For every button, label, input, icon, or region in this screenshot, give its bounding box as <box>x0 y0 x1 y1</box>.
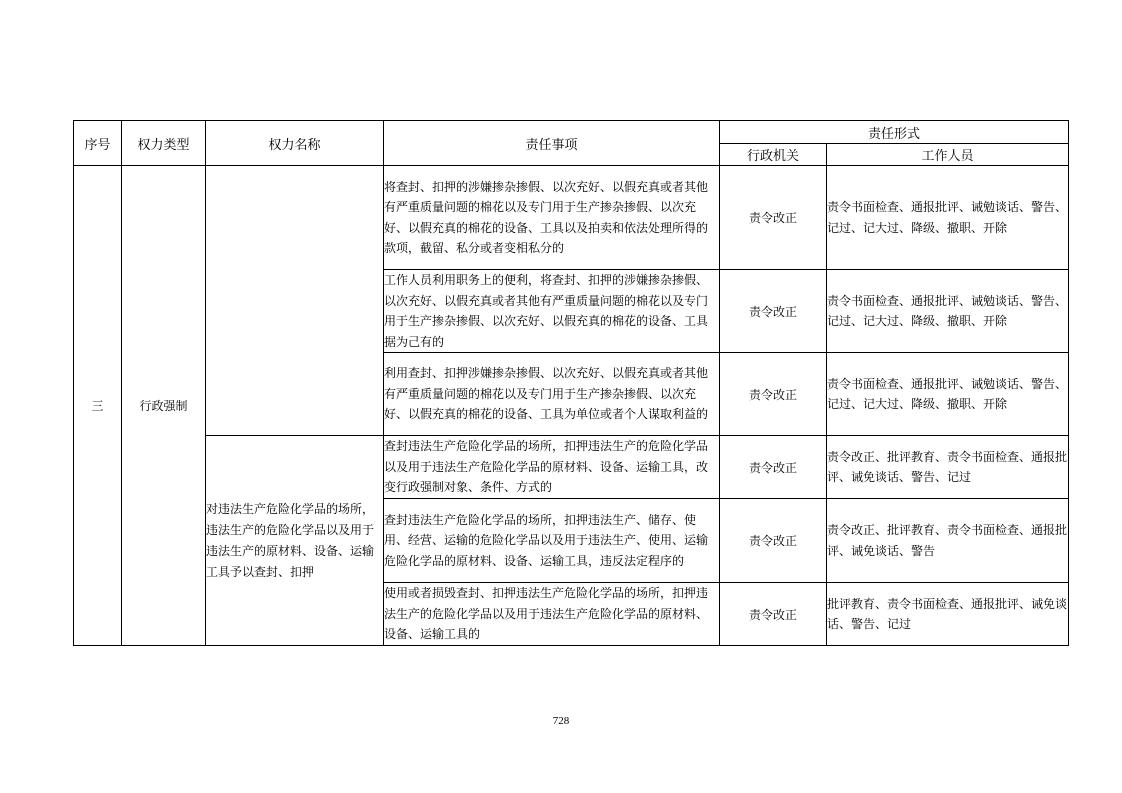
agency-cell: 责令改正 <box>720 166 827 270</box>
staff-cell: 责令改正、批评教育、责令书面检查、通报批评、诫免谈话、警告、记过 <box>827 436 1069 499</box>
header-form: 责任形式 <box>720 121 1069 144</box>
power-type-cell: 行政强制 <box>122 166 206 646</box>
staff-cell: 责令书面检查、通报批评、诫勉谈话、警告、记过、记大过、降级、撤职、开除 <box>827 166 1069 270</box>
header-matters: 责任事项 <box>384 121 720 166</box>
page-number: 728 <box>552 715 570 727</box>
header-power-name: 权力名称 <box>206 121 384 166</box>
matter-cell: 工作人员利用职务上的便利，将查封、扣押的涉嫌掺杂掺假、以次充好、以假充真或者其他有严重质量问题的棉花以及专门用于生产掺杂掺假、以次充好、以假充真的棉花的设备、工具据为己有的 <box>384 270 720 353</box>
responsibility-table <box>73 120 1069 646</box>
table-row <box>74 436 1069 499</box>
header-row-1 <box>74 121 1069 144</box>
staff-cell: 责令书面检查、通报批评、诫勉谈话、警告、记过、记大过、降级、撤职、开除 <box>827 353 1069 436</box>
matter-cell: 查封违法生产危险化学品的场所，扣押违法生产的危险化学品以及用于违法生产危险化学品的原材料、设备、运输工具，改变行政强制对象、条件、方式的 <box>384 436 720 499</box>
agency-cell: 责令改正 <box>720 583 827 646</box>
agency-cell: 责令改正 <box>720 353 827 436</box>
agency-cell: 责令改正 <box>720 436 827 499</box>
power-name-cell-2: 对违法生产危险化学品的场所，违法生产的危险化学品以及用于违法生产的原材料、设备、运输工具予以查封、扣押 <box>206 436 384 646</box>
header-staff: 工作人员 <box>827 144 1069 166</box>
seq-cell: 三 <box>74 166 122 646</box>
staff-cell: 批评教育、责令书面检查、通报批评、诫免谈话、警告、记过 <box>827 583 1069 646</box>
matter-cell: 利用查封、扣押涉嫌掺杂掺假、以次充好、以假充真或者其他有严重质量问题的棉花以及专门用于生产掺杂掺假、以次充好、以假充真的棉花的设备、工具为单位或者个人谋取利益的 <box>384 353 720 436</box>
table-row <box>74 166 1069 270</box>
matter-cell: 使用或者损毁查封、扣押违法生产危险化学品的场所，扣押违法生产的危险化学品以及用于违法生产危险化学品的原材料、设备、运输工具的 <box>384 583 720 646</box>
matter-cell: 将查封、扣押的涉嫌掺杂掺假、以次充好、以假充真或者其他有严重质量问题的棉花以及专门用于生产掺杂掺假、以次充好、以假充真的棉花的设备、工具以及拍卖和依法处理所得的款项，截留、私分或者变相私分的 <box>384 166 720 270</box>
header-power-type: 权力类型 <box>122 121 206 166</box>
staff-cell: 责令改正、批评教育、责令书面检查、通报批评、诫免谈话、警告 <box>827 499 1069 583</box>
header-seq: 序号 <box>74 121 122 166</box>
matter-cell: 查封违法生产危险化学品的场所，扣押违法生产、储存、使用、经营、运输的危险化学品以及用于违法生产、使用、运输危险化学品的原材料、设备、运输工具，违反法定程序的 <box>384 499 720 583</box>
agency-cell: 责令改正 <box>720 270 827 353</box>
agency-cell: 责令改正 <box>720 499 827 583</box>
staff-cell: 责令书面检查、通报批评、诫勉谈话、警告、记过、记大过、降级、撤职、开除 <box>827 270 1069 353</box>
header-agency: 行政机关 <box>720 144 827 166</box>
power-name-cell-1 <box>206 166 384 436</box>
